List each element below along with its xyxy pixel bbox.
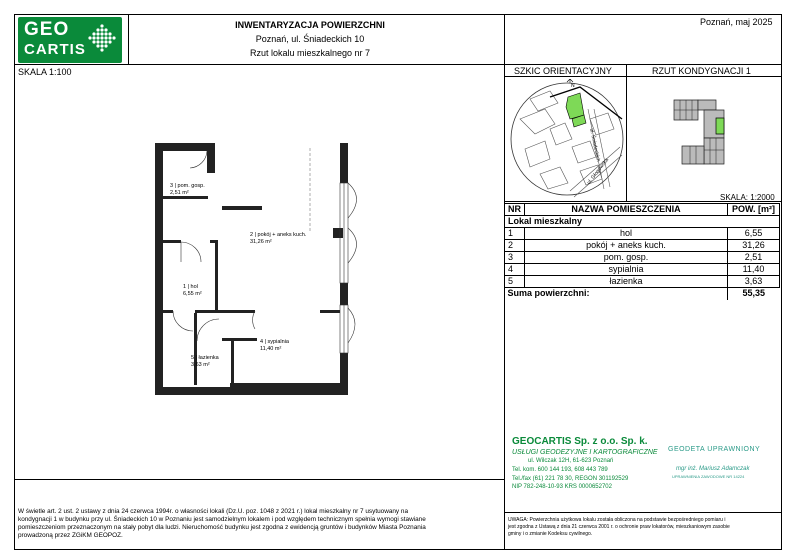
row-nr: 3	[505, 252, 525, 264]
rooms-table-header	[505, 204, 780, 216]
street-label-glogowska: ul. Głogowska	[586, 157, 611, 186]
row-nr: 5	[505, 276, 525, 288]
row-name: pokój + aneks kuch.	[525, 240, 728, 252]
company-line1: USŁUGI GEODEZYJNE I KARTOGRAFICZNE	[512, 449, 658, 456]
rooms-table-total	[505, 288, 780, 300]
plan-label-r4-name: 4 | sypialnia	[260, 339, 289, 345]
document-address: Poznań, ul. Śniadeckich 10	[255, 34, 365, 44]
col-header-area: POW. [m²]	[728, 204, 780, 216]
surveyor-role: GEODETA UPRAWNIONY	[668, 446, 761, 453]
plan-label-r1-name: 1 | hol	[183, 284, 198, 290]
section-label: Lokal mieszkalny	[505, 216, 780, 228]
orientation-sketch-map	[510, 79, 624, 200]
table-row	[505, 276, 780, 288]
company-line5: NIP 782-248-10-93 KRS 0000652702	[512, 484, 612, 490]
sketch-divider	[626, 64, 627, 202]
document-subtitle: Rzut lokalu mieszkalnego nr 7	[249, 48, 371, 58]
header-vline-left	[128, 14, 129, 64]
footer-vline	[504, 202, 505, 550]
total-value: 55,35	[728, 288, 780, 300]
plan-walls	[155, 143, 348, 395]
plan-label-r5-name: 5 | łazienka	[191, 355, 219, 361]
geocartis-logo	[18, 17, 122, 63]
row-name: łazienka	[525, 276, 728, 288]
document-title: INWENTARYZACJA POWIERZCHNI	[235, 20, 385, 30]
plan-label-r5-area: 3,63 m²	[191, 362, 210, 368]
row-area: 11,40	[728, 264, 780, 276]
surveyor-name: mgr inż. Mariusz Adamczak	[676, 466, 750, 472]
logo-text-cartis: CARTIS	[24, 41, 86, 58]
north-arrow-label: N	[571, 83, 575, 89]
sketch-scale: SKALA: 1:2000	[720, 193, 775, 202]
statement-line-2: kondygnacji 1 w budynku przy ul. Śniadeckich 10 w Poznaniu jest samodzielnym lokalem i pod względem technicznym spełnia wymogi stawiane	[18, 516, 426, 523]
table-row	[505, 240, 780, 252]
logo-dots-icon	[86, 23, 118, 57]
statement-line-1: W świetle art. 2 ust. 2 ustawy z dnia 24 czerwca 1994r. o własności lokali (Dz.U. poz. 1048 z 2021 r.) lokal mieszkalny nr 7 usytuowany na	[18, 508, 409, 515]
company-name: GEOCARTIS Sp. z o.o. Sp. k.	[512, 436, 648, 447]
floor-plan	[150, 138, 400, 398]
company-line3: Tel. kom. 600 144 193, 608 443 789	[512, 467, 608, 473]
row-nr: 1	[505, 228, 525, 240]
floor-title: RZUT KONDYGNACJI 1	[652, 66, 751, 76]
plan-label-r1-area: 6,55 m²	[183, 291, 202, 297]
row-name: sypialnia	[525, 264, 728, 276]
plan-scale: SKALA 1:100	[18, 67, 72, 77]
row-area: 3,63	[728, 276, 780, 288]
statement-line-4: prowadzoną przez ZGiKM GEOPOZ.	[18, 532, 123, 539]
company-line4: Tel./fax (61) 221 78 30, REGON 301192529	[512, 476, 629, 482]
row-area: 2,51	[728, 252, 780, 264]
note-line-1: UWAGA: Powierzchnia użytkowa lokalu została obliczona na podstawie bezpośredniego pomiaru i	[508, 517, 726, 523]
table-row	[505, 252, 780, 264]
footer-divider	[14, 479, 504, 480]
total-label: Suma powierzchni:	[505, 288, 728, 300]
plan-label-r2-area: 31,26 m²	[250, 239, 272, 245]
col-header-nr: NR	[505, 204, 525, 216]
note-divider	[504, 512, 782, 513]
company-line2: ul. Wilczak 12H, 61-623 Poznań	[528, 458, 614, 464]
note-line-2: jest zgodna z Ustawą z dnia 21 czerwca 2001 r. o ochronie praw lokatorów, mieszkaniowym zasobie	[508, 524, 730, 530]
row-area: 6,55	[728, 228, 780, 240]
sketch-title-line	[504, 76, 782, 77]
row-name: hol	[525, 228, 728, 240]
plan-label-r3-area: 2,51 m²	[170, 190, 189, 196]
rooms-table-section	[505, 216, 780, 228]
statement-line-3: pomieszczeniom przeznaczonym na stały pobyt dla ludzi. Nieruchomość budynku jest zgodna z ewidencją gruntów i budynków Miasta Poznania	[18, 524, 426, 531]
floor-sketch	[664, 90, 734, 170]
logo-text-geo: GEO	[24, 19, 70, 40]
row-nr: 4	[505, 264, 525, 276]
col-header-name: NAZWA POMIESZCZENIA	[525, 204, 728, 216]
row-name: pom. gosp.	[525, 252, 728, 264]
table-row	[505, 228, 780, 240]
surveyor-license: UPRAWNIENIA ZAWODOWE NR 14224	[672, 474, 745, 479]
row-area: 31,26	[728, 240, 780, 252]
document-date: Poznań, maj 2025	[700, 17, 773, 27]
orient-title: SZKIC ORIENTACYJNY	[514, 66, 612, 76]
note-line-3: gminy i o zmianie Kodeksu cywilnego.	[508, 531, 593, 537]
header-vline-right	[504, 14, 505, 64]
plan-windows	[340, 183, 357, 353]
plan-label-r3-name: 3 | pom. gosp.	[170, 183, 205, 189]
table-row	[505, 264, 780, 276]
street-label-sniadeckich: ul. Śniadeckich	[588, 128, 601, 163]
plan-label-r2-name: 2 | pokój + aneks kuch.	[250, 232, 307, 238]
plan-label-r4-area: 11,40 m²	[260, 346, 282, 352]
row-nr: 2	[505, 240, 525, 252]
rooms-table	[504, 203, 780, 300]
